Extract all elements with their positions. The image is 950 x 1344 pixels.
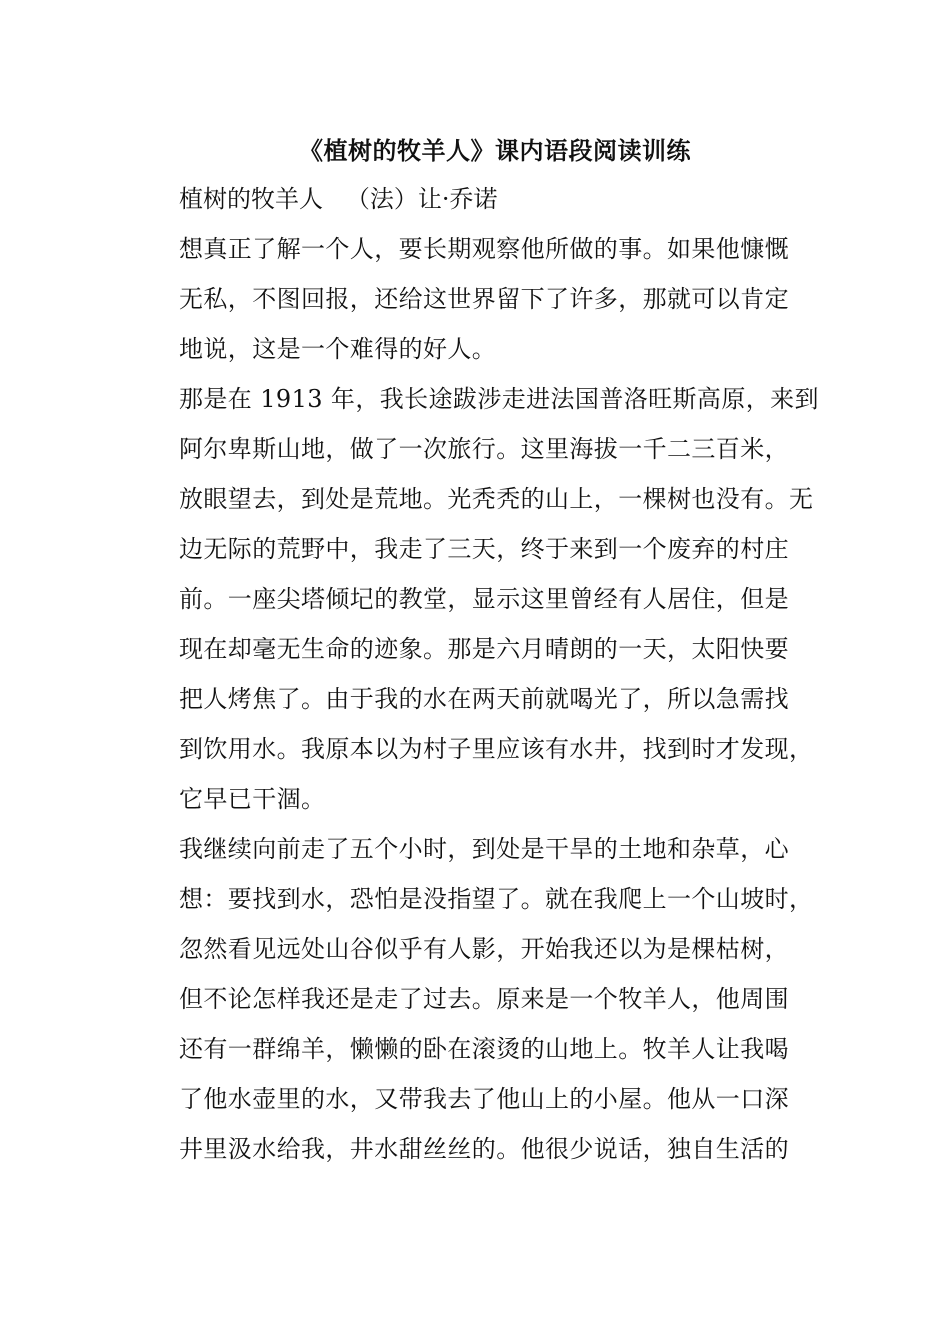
text-line: 忽然看见远处山谷似乎有人影，开始我还以为是棵枯树， bbox=[179, 935, 789, 963]
text-line: 我继续向前走了五个小时，到处是干旱的土地和杂草，心 bbox=[179, 835, 789, 863]
text-line: 那是在 1913 年，我长途跋涉走进法国普洛旺斯高原，来到 bbox=[179, 385, 819, 413]
text-line: 现在却毫无生命的迹象。那是六月晴朗的一天，太阳快要 bbox=[179, 635, 789, 663]
text-line: 还有一群绵羊，懒懒的卧在滚烫的山地上。牧羊人让我喝 bbox=[179, 1035, 789, 1063]
text-line: 地说，这是一个难得的好人。 bbox=[179, 335, 497, 363]
text-line: 前。一座尖塔倾圮的教堂，显示这里曾经有人居住，但是 bbox=[179, 585, 789, 613]
text-line: 无私，不图回报，还给这世界留下了许多，那就可以肯定 bbox=[179, 285, 789, 313]
text-line: 但不论怎样我还是走了过去。原来是一个牧羊人，他周围 bbox=[179, 985, 789, 1013]
text-line: 想真正了解一个人，要长期观察他所做的事。如果他慷慨 bbox=[179, 235, 789, 263]
text-line: 了他水壶里的水，又带我去了他山上的小屋。他从一口深 bbox=[179, 1085, 789, 1113]
text-line: 阿尔卑斯山地，做了一次旅行。这里海拔一千二三百米， bbox=[179, 435, 789, 463]
text-line: 把人烤焦了。由于我的水在两天前就喝光了，所以急需找 bbox=[179, 685, 789, 713]
text-line: 井里汲水给我，井水甜丝丝的。他很少说话，独自生活的 bbox=[179, 1135, 789, 1163]
text-line: 到饮用水。我原本以为村子里应该有水井，找到时才发现， bbox=[179, 735, 814, 763]
text-line: 想：要找到水，恐怕是没指望了。就在我爬上一个山坡时， bbox=[179, 885, 814, 913]
document-byline: 植树的牧羊人 （法）让·乔诺 bbox=[179, 185, 498, 213]
text-line: 放眼望去，到处是荒地。光秃秃的山上，一棵树也没有。无 bbox=[179, 485, 814, 513]
text-line: 它早已干涸。 bbox=[179, 785, 326, 813]
text-line: 边无际的荒野中，我走了三天，终于来到一个废弃的村庄 bbox=[179, 535, 789, 563]
document-title: 《植树的牧羊人》课内语段阅读训练 bbox=[299, 136, 691, 165]
document-body bbox=[179, 231, 819, 1181]
